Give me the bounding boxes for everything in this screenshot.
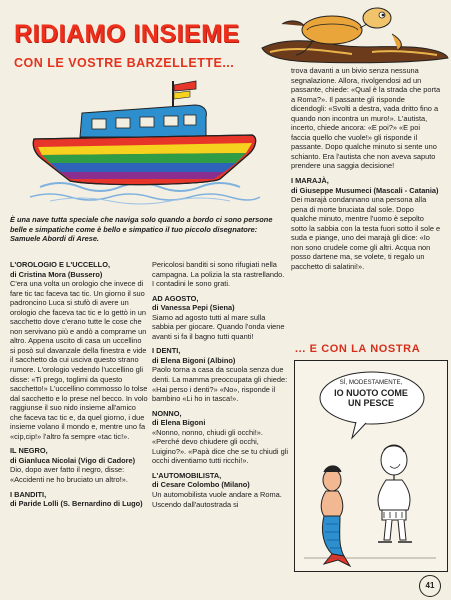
- joke-banditi-body: [152, 260, 288, 289]
- cartoon-headline: ... E CON LA NOSTRA: [295, 343, 421, 355]
- joke-body: Un automobilista vuole andare a Roma. Uscendo dall'autostrada si: [152, 490, 282, 509]
- boat-drawing: [20, 75, 265, 215]
- joke-body: trova davanti a un bivio senza nessuna segnalazione. Allora, rivolgendosi ad un passante, chiede: «Qual è la strada che porta a Roma?». Il passante gli risponde dicendogli: «Svolti a destra, vada dritto fino a quando non incontra un muro!». L'autista, incerto, chiede ancora: «E poi?» «E poi faccia quello che vuole!» gli risponde il passante. Dopo qualche minuto si sente uno schianto. Era l'autista che non aveva saputo prendere una saggia decisione!: [291, 66, 441, 171]
- joke-orologio: [10, 260, 148, 441]
- joke-body: Pericolosi banditi si sono rifugiati nella campagna. La polizia la sta rastrellando. I contadini le sono grati.: [152, 260, 285, 289]
- joke-body: Paolo torna a casa da scuola senza due denti. La mamma preoccupata gli chiede: «Hai perso i denti?» «No», risponde il bambino «Li ho in tasca!».: [152, 365, 288, 404]
- page-number: 41: [419, 575, 441, 597]
- joke-body: Dei marajà condannano una persona alla pena di morte bruciata dal sole. Dopo qualche minuto, mentre l'uomo è sepolto sotto la sabbia con la testa fuori sotto il sole e suda e piange, uno dei marajà gli dice: «Io non sono crudele come gli altri. Acqua non posso dartene ma, se volete, ti regalo un pacchetto di salatini!».: [291, 195, 441, 271]
- column-2: [152, 260, 288, 514]
- joke-title: L'OROLOGIO E L'UCCELLO,: [10, 260, 111, 269]
- joke-maraja: [291, 176, 441, 271]
- joke-author: di Elena Bigoni (Albino): [152, 355, 236, 365]
- joke-author: di Elena Bigoni: [152, 418, 206, 428]
- joke-author: di Vanessa Pepi (Siena): [152, 303, 235, 313]
- joke-author: di Cesare Colombo (Milano): [152, 480, 250, 490]
- joke-title: I BANDITI,: [10, 489, 47, 499]
- joke-title: NONNO,: [152, 408, 182, 418]
- joke-body: C'era una volta un orologio che invece di fare tic tac faceva tac tic. Un giorno il suo padroncino Luca si stufò di avere un orologio che faceva tac tic e lo gettò in un sacchetto dove c'erano tutte le cose che non servivano più e andò a comprarne un altro. Appena uscito di casa un uccellino si posò sul davanzale della finestra e vide il sacchetto da cui usciva questo strano rumore. L'orologio vedendo l'uccellino gli disse: «Ti prego, toglimi da questo sacchetto!» L'uccellino commosso lo tolse dal sacchetto e lo prese nel becco. In volo raggiunse il suo nido insieme all'amico che faceva tac tic e, da quel giorno, i due insieme volano il mondo e, mentre uno fa «cip,cip!» l'altro fa sempre «tac tic!».: [10, 279, 148, 441]
- joke-nonno: [152, 409, 288, 466]
- joke-author: di Paride Lolli (S. Bernardino di Lugo): [10, 499, 143, 509]
- joke-body: Dio, dopo aver fatto il negro, disse: «Accidenti ne ho bruciato un altro!».: [10, 465, 128, 485]
- joke-author: di Gianluca Nicolai (Vigo di Cadore): [10, 455, 136, 465]
- joke-title: IL NEGRO,: [10, 446, 48, 456]
- joke-title: AD AGOSTO,: [152, 293, 199, 303]
- joke-author: di Giuseppe Musumeci (Mascali - Catania): [291, 185, 439, 195]
- joke-title: I MARAJÀ,: [291, 176, 329, 186]
- speech-bubble-text: [327, 378, 415, 408]
- drawing-caption: È una nave tutta speciale che naviga solo quando a bordo ci sono persone belle e simpatiche come è bello e simpatico il tuo piccolo disegnatore: Samuele Abordi di Arese.: [10, 215, 273, 244]
- joke-banditi: [10, 490, 148, 509]
- joke-agosto: [152, 294, 288, 342]
- column-1: [10, 260, 148, 514]
- joke-automobilista-cont: [291, 66, 441, 171]
- joke-denti: [152, 346, 288, 403]
- turtle-illustration: [252, 0, 451, 70]
- joke-author: di Cristina Mora (Bussero): [10, 269, 103, 279]
- joke-body: «Nonno, nonno, chiudi gli occhi!». «Perché devo chiudere gli occhi, Luigino?». «Papà dice che se tu chiudi gli occhi diventiamo tutti ricchi!».: [152, 427, 289, 466]
- column-3: [291, 66, 441, 276]
- joke-title: L'AUTOMOBILISTA,: [152, 470, 222, 480]
- bubble-line: UN PESCE: [347, 398, 394, 408]
- joke-body: Siamo ad agosto tutti al mare sulla sabbia per giocare. Quando l'onda viene avanti si fa il bagno tutti quanti!: [152, 312, 285, 341]
- bubble-line: IO NUOTO COME: [334, 388, 408, 398]
- joke-automobilista: [152, 471, 288, 509]
- bubble-line: SÌ, MODESTAMENTE,: [339, 379, 403, 386]
- joke-negro: [10, 446, 148, 484]
- joke-title: I DENTI,: [152, 346, 181, 356]
- page-subtitle: CON LE VOSTRE BARZELLETTE...: [14, 56, 235, 70]
- page-title: RIDIAMO INSIEME: [14, 20, 240, 48]
